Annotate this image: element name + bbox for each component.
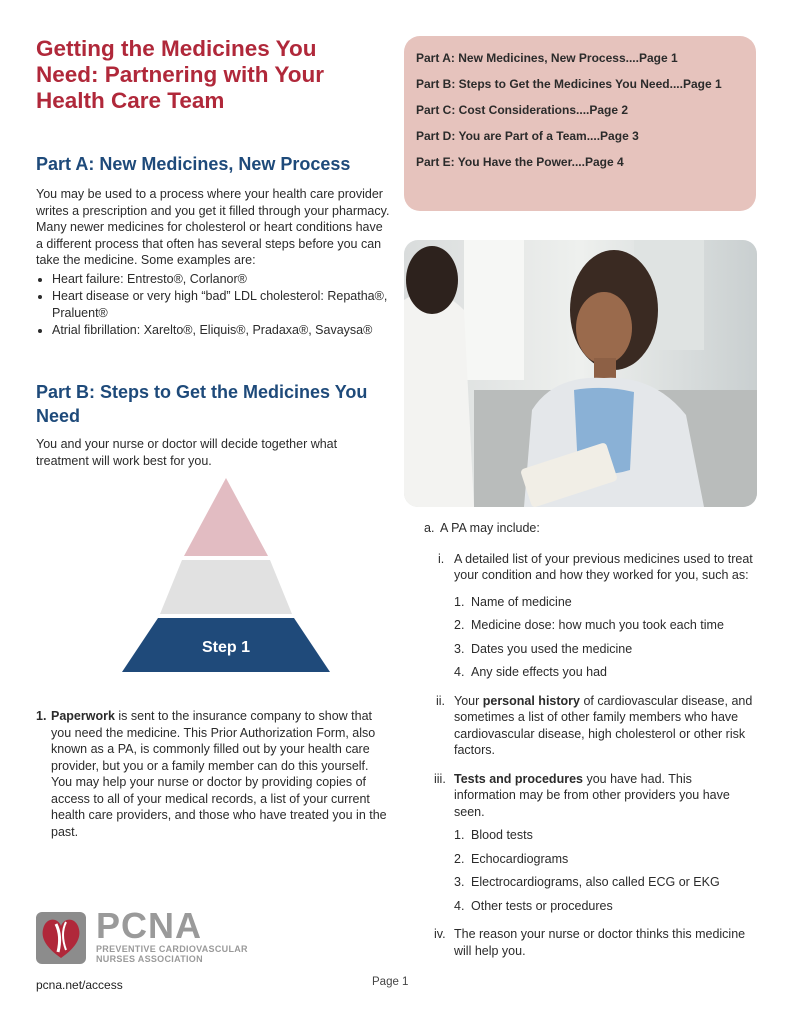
nurse-patient-photo [404, 240, 757, 507]
pa-item-ii-text: of cardiovascular disease, and sometimes a list of other family members who have cardiovascular disease, high cholesterol or other risk factors. [454, 693, 753, 757]
pyramid-top-tier [184, 478, 268, 556]
toc-item-part-d[interactable]: Part D: You are Part of a Team....Page 3 [416, 129, 639, 143]
pa-item-a [424, 520, 754, 537]
list-item: 1. Name of medicine [454, 594, 572, 609]
list-item: 4. Any side effects you had [454, 665, 607, 679]
pcna-heart-logo-icon [36, 908, 90, 966]
list-item-text: Other tests or procedures [471, 898, 613, 913]
part-b-heading: Part B: Steps to Get the Medicines You Need [36, 382, 368, 426]
part-a-section [36, 186, 390, 340]
pa-item-i-text: A detailed list of your previous medicines used to treat your condition and how they worked for you, such as: [454, 551, 753, 582]
toc-item-part-e[interactable]: Part E: You Have the Power....Page 4 [416, 155, 624, 169]
step-1-paragraph [36, 708, 392, 840]
list-item-text: Dates you used the medicine [471, 641, 633, 656]
page-title: Getting the Medicines You Need: Partnering with Your Health Care Team [36, 36, 324, 113]
pa-item-iii [424, 771, 754, 821]
list-item-text: Electrocardiograms, also called ECG or EKG [471, 875, 720, 889]
pa-item-i [424, 551, 754, 584]
medicine-examples-list [36, 271, 390, 339]
toc-item-part-a[interactable]: Part A: New Medicines, New Process....Page 1 [416, 51, 678, 65]
list-item: 2. Echocardiograms [454, 851, 569, 866]
logo-wordmark: PCNA [96, 905, 203, 946]
list-item-text: Name of medicine [471, 594, 572, 609]
step-number: 1. [36, 709, 47, 723]
list-item-text: Medicine dose: how much you took each time [471, 618, 724, 632]
list-item: 4. Other tests or procedures [454, 898, 613, 913]
pa-item-a-text: A PA may include: [440, 521, 540, 535]
list-item-text: Blood tests [471, 828, 533, 842]
toc-item-part-c[interactable]: Part C: Cost Considerations....Page 2 [416, 103, 629, 117]
part-a-intro: You may be used to a process where your health care provider writes a prescription and you get it filled through your pharmacy. Many newer medicines for cholesterol or heart conditions have a different process that often has several steps before you can take the medicine. Some examples are: [36, 187, 390, 267]
part-b-intro: You and your nurse or doctor will decide together what treatment will work best for you. [36, 437, 338, 468]
step-1-label: Step 1 [201, 639, 251, 656]
list-item: • Heart failure: Entresto®, Corlanor® [52, 271, 390, 288]
pa-item-iii-text: you have had. This information may be from other providers you have seen. [454, 771, 730, 819]
pa-item-ii [424, 693, 754, 759]
list-item: • Heart disease or very high “bad” LDL cholesterol: Repatha®, Praluent® [52, 288, 390, 321]
table-of-contents [404, 36, 756, 211]
pyramid-middle-tier [160, 560, 292, 614]
list-item-text: Any side effects you had [471, 665, 607, 679]
list-item: 3. Electrocardiograms, also called ECG or EKG [454, 875, 720, 889]
steps-pyramid [120, 478, 332, 674]
list-item-text: Echocardiograms [471, 851, 569, 866]
pa-item-iv-num: iv. [434, 927, 446, 941]
pa-item-iv [424, 926, 754, 959]
list-item: 2. Medicine dose: how much you took each time [454, 618, 724, 632]
logo-subtitle [96, 944, 248, 964]
footer-url-link[interactable]: pcna.net/access [36, 978, 123, 992]
pa-item-ii-keyword: personal history [482, 693, 580, 708]
list-item: 1. Blood tests [454, 828, 533, 842]
pa-item-iv-text: The reason your nurse or doctor thinks this medicine will help you. [454, 927, 746, 958]
pa-item-i-num: i. [438, 551, 445, 566]
part-a-heading: Part A: New Medicines, New Process [36, 154, 351, 174]
pa-item-iii-keyword: Tests and procedures [454, 771, 583, 786]
page-number: Page 1 [372, 976, 409, 988]
pa-item-a-label: a. [424, 521, 435, 535]
pa-item-iii-num: iii. [434, 771, 446, 786]
list-item: 3. Dates you used the medicine [454, 641, 633, 656]
list-item: • Atrial fibrillation: Xarelto®, Eliquis®, Pradaxa®, Savaysa® [52, 322, 390, 339]
pa-item-ii-pre: Your [454, 693, 483, 708]
step-1-keyword: Paperwork [51, 709, 115, 723]
logo-subtitle-line2: NURSES ASSOCIATION [96, 954, 203, 964]
pa-section [424, 520, 754, 959]
step-1-text: is sent to the insurance company to show that you need the medicine. This Prior Authorization Form, also known as a PA, is commonly filled out by your health care provider, but you or a family member can do this yourself. You may help your nurse or doctor by providing copies of access to all of your medical records, a list of your current health care providers, and those who have treated you in the past. [51, 709, 387, 839]
toc-item-part-b[interactable]: Part B: Steps to Get the Medicines You Need....Page 1 [416, 77, 722, 91]
logo-subtitle-line1: PREVENTIVE CARDIOVASCULAR [96, 944, 248, 954]
pa-item-ii-num: ii. [436, 693, 446, 708]
